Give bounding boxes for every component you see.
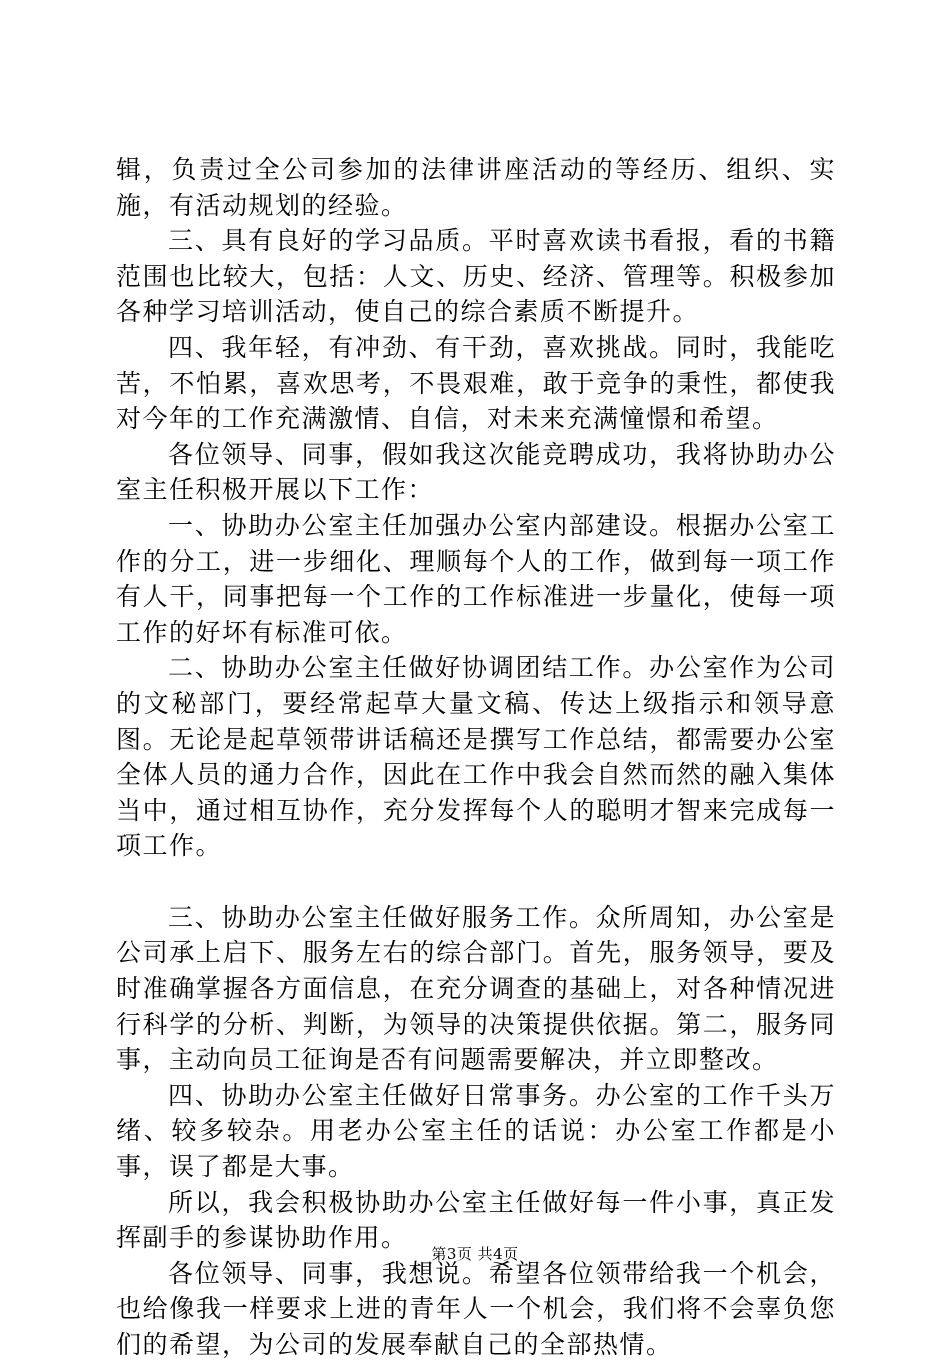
paragraph-service-work: 三、协助办公室主任做好服务工作。众所周知，办公室是公司承上启下、服务左右的综合部门。首先，服务领导，要及时准确掌握各方面信息，在充分调查的基础上，对各种情况进行科学的分析、判断，为领导的决策提供依据。第二，服务同事，主动向员工征询是否有问题需要解决，并立即整改。 [116,902,836,1075]
paragraph-coordination: 二、协助办公室主任做好协调团结工作。办公室作为公司的文秘部门，要经常起草大量文稿、传达上级指示和领导意图。无论是起草领带讲话稿还是撰写工作总结，都需要办公室全体人员的通力合作，因此在工作中我会自然而然的融入集体当中，通过相互协作，充分发挥每个人的聪明才智来完成每一项工作。 [116,653,836,861]
paragraph-address-leaders: 各位领导、同事，假如我这次能竞聘成功，我将协助办公室主任积极开展以下工作： [116,439,836,505]
paragraph-small-matters: 所以，我会积极协助办公室主任做好每一件小事，真正发挥副手的参谋协助作用。 [116,1187,836,1253]
document-body [116,152,836,1363]
paragraph-learning-quality: 三、具有良好的学习品质。平时喜欢读书看报，看的书籍范围也比较大，包括：人文、历史、经济、管理等。积极参加各种学习培训活动，使自己的综合素质不断提升。 [116,226,836,327]
paragraph-internal-building: 一、协助办公室主任加强办公室内部建设。根据办公室工作的分工，进一步细化、理顺每个人的工作，做到每一项工作有人干，同事把每一个工作的工作标准进一步量化，使每一项工作的好坏有标准可依。 [116,510,836,647]
page-number-footer: 第3页 共4页 [431,1245,519,1263]
paragraph-continuation: 辑，负责过全公司参加的法律讲座活动的等经历、组织、实施，有活动规划的经验。 [116,155,836,220]
paragraph-daily-affairs: 四、协助办公室主任做好日常事务。办公室的工作千头万绪、较多较杂。用老办公室主任的话说：办公室工作都是小事，误了都是大事。 [116,1080,836,1182]
paragraph-closing: 各位领导、同事，我想说。希望各位领带给我一个机会，也给像我一样要求上进的青年人一个机会，我们将不会辜负您们的希望，为公司的发展奉献自己的全部热情。 [116,1258,836,1359]
paragraph-youth-drive: 四、我年轻，有冲劲、有干劲，喜欢挑战。同时，我能吃苦，不怕累，喜欢思考，不畏艰难，敢于竞争的秉性，都使我对今年的工作充满激情、自信，对未来充满憧憬和希望。 [116,332,836,434]
